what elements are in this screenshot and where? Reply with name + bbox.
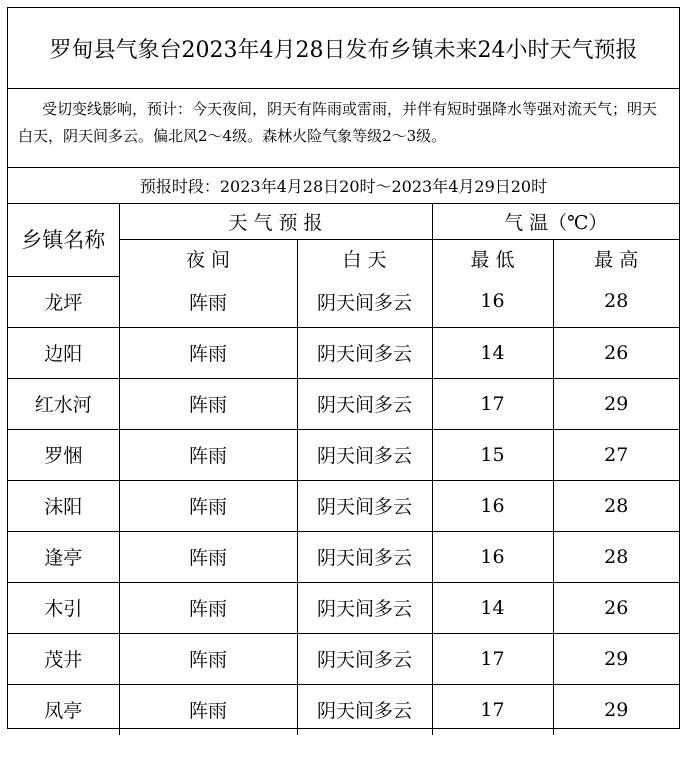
table-row — [8, 582, 679, 633]
night-weather-cell: 阵雨 — [119, 276, 297, 327]
table-row — [8, 276, 679, 327]
low-temp-cell: 14 — [432, 327, 553, 378]
day-weather-cell: 阴天间多云 — [297, 378, 432, 429]
town-cell: 红水河 — [8, 378, 119, 429]
night-weather-cell: 阵雨 — [119, 633, 297, 684]
table-row — [8, 684, 679, 735]
high-temp-cell: 28 — [553, 531, 679, 582]
high-temp-cell: 27 — [553, 429, 679, 480]
table-row — [8, 378, 679, 429]
high-header: 最 高 — [553, 240, 679, 277]
night-weather-cell: 阵雨 — [119, 480, 297, 531]
town-cell: 罗悃 — [8, 429, 119, 480]
night-weather-cell: 阵雨 — [119, 531, 297, 582]
night-weather-cell: 阵雨 — [119, 582, 297, 633]
low-temp-cell: 15 — [432, 429, 553, 480]
low-temp-cell: 17 — [432, 684, 553, 735]
table-row — [8, 327, 679, 378]
high-temp-cell: 26 — [553, 327, 679, 378]
forecast-sheet — [7, 7, 680, 729]
low-temp-cell: 17 — [432, 633, 553, 684]
low-temp-cell: 17 — [432, 378, 553, 429]
town-cell: 木引 — [8, 582, 119, 633]
high-temp-cell: 29 — [553, 633, 679, 684]
low-temp-cell: 16 — [432, 531, 553, 582]
night-weather-cell: 阵雨 — [119, 327, 297, 378]
low-temp-cell: 16 — [432, 276, 553, 327]
day-weather-cell: 阴天间多云 — [297, 633, 432, 684]
town-cell: 沫阳 — [8, 480, 119, 531]
night-weather-cell: 阵雨 — [119, 429, 297, 480]
high-temp-cell: 26 — [553, 582, 679, 633]
temperature-header: 气 温（℃） — [432, 203, 679, 240]
low-temp-cell: 14 — [432, 582, 553, 633]
town-cell: 逢亭 — [8, 531, 119, 582]
high-temp-cell: 29 — [553, 378, 679, 429]
table-row — [8, 429, 679, 480]
day-weather-cell: 阴天间多云 — [297, 327, 432, 378]
forecast-period: 预报时段：2023年4月28日20时～2023年4月29日20时 — [8, 168, 679, 204]
day-weather-cell: 阴天间多云 — [297, 480, 432, 531]
table-row — [8, 531, 679, 582]
high-temp-cell: 28 — [553, 276, 679, 327]
day-weather-cell: 阴天间多云 — [297, 429, 432, 480]
town-header: 乡镇名称 — [8, 203, 119, 276]
night-weather-cell: 阵雨 — [119, 684, 297, 735]
night-weather-cell: 阵雨 — [119, 378, 297, 429]
table-row — [8, 480, 679, 531]
day-header: 白 天 — [297, 240, 432, 277]
low-header: 最 低 — [432, 240, 553, 277]
town-cell: 龙坪 — [8, 276, 119, 327]
day-weather-cell: 阴天间多云 — [297, 684, 432, 735]
town-cell: 茂井 — [8, 633, 119, 684]
forecast-summary: 受切变线影响，预计：今天夜间，阴天有阵雨或雷雨，并伴有短时强降水等强对流天气；明天白天，阴天间多云。偏北风2～4级。森林火险气象等级2～3级。 — [8, 88, 679, 168]
table-row — [8, 633, 679, 684]
high-temp-cell: 28 — [553, 480, 679, 531]
town-cell: 边阳 — [8, 327, 119, 378]
night-header: 夜 间 — [119, 240, 297, 277]
low-temp-cell: 16 — [432, 480, 553, 531]
high-temp-cell: 29 — [553, 684, 679, 735]
header-row — [8, 203, 679, 240]
day-weather-cell: 阴天间多云 — [297, 582, 432, 633]
forecast-table — [8, 203, 679, 735]
day-weather-cell: 阴天间多云 — [297, 276, 432, 327]
town-cell: 凤亭 — [8, 684, 119, 735]
table-body — [8, 276, 679, 735]
day-weather-cell: 阴天间多云 — [297, 531, 432, 582]
page-title: 罗甸县气象台2023年4月28日发布乡镇未来24小时天气预报 — [8, 8, 679, 89]
forecast-header: 天 气 预 报 — [119, 203, 432, 240]
